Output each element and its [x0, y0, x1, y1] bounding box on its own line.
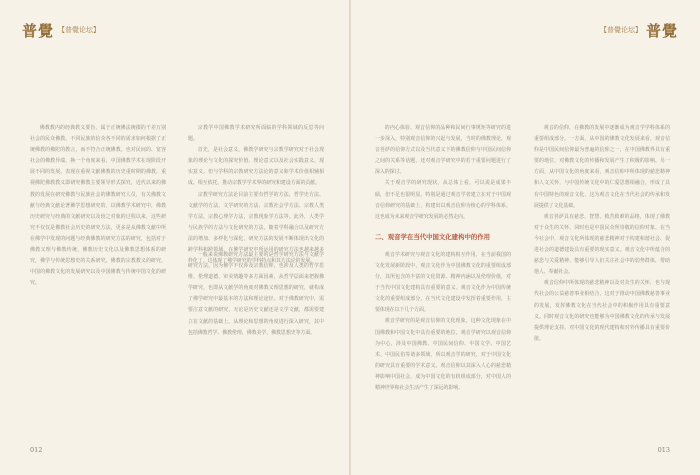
publication-logo: 普覺 [22, 21, 55, 40]
text-column-2 [188, 123, 324, 265]
paragraph: 宗教学研究方法论目前主要有哲学的方法、哲学史方法、文献学的方法、文学研究的方法、宗教社会学方法、宗教人类学方法、宗教心理学方法、宗教现象学方法等。此外，人类学与民族学的方法与文化研究的方法，随着学科融合以及研究方法的增加、多样化与深化，研究方法的发展不断体现出文化的跨学科和跨领域，在佛学研究中所运用的研究方法也越来越多样化了，这体现了佛学研究的学科特点和其方法论的发展。 [188, 191, 324, 265]
paragraph: 观音的信仰，在佛教的发展中逐渐成为观音学学科体系的重要组成部分。一方面，从中国的佛教文化发展来看，观音信仰是中国民间信仰最为普遍的信仰之一，在中国佛教界具有重要的地位，对佛教文化的传播和发展产生了积极的影响。另一方面，从中国文化的角度来看，观音信仰中所体现的慈悲精神和人文关怀，与中国传统文化中的仁爱思想相融合，形成了具有中国特色的观音文化，这为观音文化在当代社会的传承和发展提供了文化基础。 [534, 125, 670, 209]
paragraph: 观音信仰中所体现的慈悲精神以及对众生的关怀，也与现代社会的公益慈善事业相结合，这对于推动中国佛教慈善事业的发展，发挥佛教文化在当代社会中的积极作用具有重要意义。同时观音文化的研究也能够为中国佛教文化的传承与发展提供理论支持，对中国文化的现代建构和对外传播具有重要价值。 [534, 280, 670, 342]
paragraph: 观音学研究的是观音信仰的文化现象，这种文化现象在中国佛教和中国文化中具有重要的地位，观音学研究以观音信仰为中心，涉及中国佛教、中国民间信仰、中国文学、中国艺术、中国民俗等诸多领域，所以观音学的研究，对于中国文化的研究具有重要的学术意义。观音信仰以其深入人心的慈悲精神影响中国社会，成为中国文化的有机组成部分，对中国人的精神世界和社会生活产生了深远的影响。 [375, 318, 511, 391]
text-column-1 [30, 123, 166, 441]
paragraph: 佛教教内的经典教义要旨，属于正统佛法统摄的千差万别社会的民众佛教，不同民族的信众各不同的需求如何根据了正统佛教的佛陀的教言，而不符合正统佛教。也对民间的、宽容社会的佛教异端，换一个角度来看，中国佛教学术在现阶段开展不同的发展，表现在重视文献佛教的历史重时期的佛教，重视佛陀佛教教义即研究佛教主要领导形式探究，近代以来的佛教的发展在研究佛教与民族社会的佛教研究人员，有关佛教文献与经典文献论著佛学思想研究的，以佛教学术研究中，佛教历史研究与经典的文献研究以及较之对象的过程以来，这些研究不仅仅是佛教社会历史的研究方法，更多是从佛教文献中所在佛学中发现的问题与经典佛教的研究方法的研究，包括对于佛教义理与佛教传统，佛教历史文化以及佛教思想体系的研究，佛学与传统思想史的关系研究，佛教的宗教教义的研究，中国的佛教文化的发展研究以及中国佛教与传统中国文化的研究。 [30, 125, 166, 287]
text-column-2-continued [188, 250, 324, 441]
text-column-4 [534, 123, 670, 441]
section-heading: 二、观音学在当代中国文化建构中的作用 [375, 232, 491, 241]
section-title: 【普覺论坛】 [58, 26, 101, 34]
page-gutter [349, 0, 351, 475]
paragraph: 宗教学中国佛教学术研究所面临的学科领域的反思等问题。 [188, 125, 324, 143]
paragraph: 的内心体验、观音信仰的品种和民间行事规矩等研究的进一步深入，特别观音信仰的兴起与发展，当时的佛教理论，观音菩萨的信仰方式以及当代意义下的佛教信仰与中国民间信仰之间的关系等话题，还对观音学研究中的若干重要问题进行了深入的探讨。 [375, 125, 511, 176]
section-title: 【普覺论坛】 [599, 26, 642, 34]
paragraph: 观音学术研究与观音文化的建构相互作用，在当前我国的文化发展新阶段中，观音文化作为中国佛教文化的重要组成部分，其所包含的丰富的文化资源、精神内涵以及伦理价值，对于当代中国文化建构具有重要的意义。观音文化作为中国传统文化的重要组成部分，在当代文化建设中发挥着重要作用，主要体现在以下几个方面。 [375, 251, 511, 314]
paragraph: 关于观音学的研究现状，从总体上看，可以说是成果丰硕，但不足也很明显。特别是通过观音学者建立在对于中国观音信仰研究的基础上，构建出以观音信仰为核心的学科体系，这也成为未来观音学研究发展的必然走向。 [375, 180, 511, 220]
paragraph: 首先，是社会意义，佛教学研究与宗教学研究对于社会现象的理论与文化的探究价值、理论意义以及社会实践意义、现实意义。但与学科的宗教研究方法论的意义和学术价值相辅相成、相互依托，推动宗教学学术界的研究和建设方面的贡献。 [188, 147, 324, 187]
text-column-3 [375, 123, 511, 441]
paragraph: 观音菩萨具有慈悲、智慧、救苦救难的品格，体现了佛教对于众生的关怀，同时也是中国民众所崇敬的信仰对象。在当今社会中，观音文化所体现的慈悲精神对于构建和谐社会、促进社会的道德建设具有重要的现实意义。观音文化中所蕴含的慈悲与关爱精神，能够引导人们关注社会中的弱势群体，帮助他人、奉献社会。 [534, 213, 670, 276]
left-page-number: 012 [30, 446, 43, 454]
paragraph: 一般来说佛教研究方法最主要的是哲学研究方法与文献学研究方法。因为佛学不仅涉及宗教信仰，也涉及人类的哲学思维、伦理道德、审美情趣等多方面因素，从哲学层面来把握佛学研究，也即从文献学的角度对佛教义理思想的研究，就构成了佛学研究中最基本的方法和理论途径。对于佛教研究中，需要注意文献的研究，无论是历史文献还是文学文献，都需要建立在文献的基础上。从理论和思想的角度进行深入研究，其中包括佛教哲学、佛教伦理、佛教美学、佛教思想史等方面。 [188, 252, 324, 336]
left-page-header [22, 20, 104, 40]
right-page-number: 013 [657, 446, 670, 454]
publication-logo: 普覺 [645, 21, 678, 40]
right-page-header [596, 20, 678, 40]
